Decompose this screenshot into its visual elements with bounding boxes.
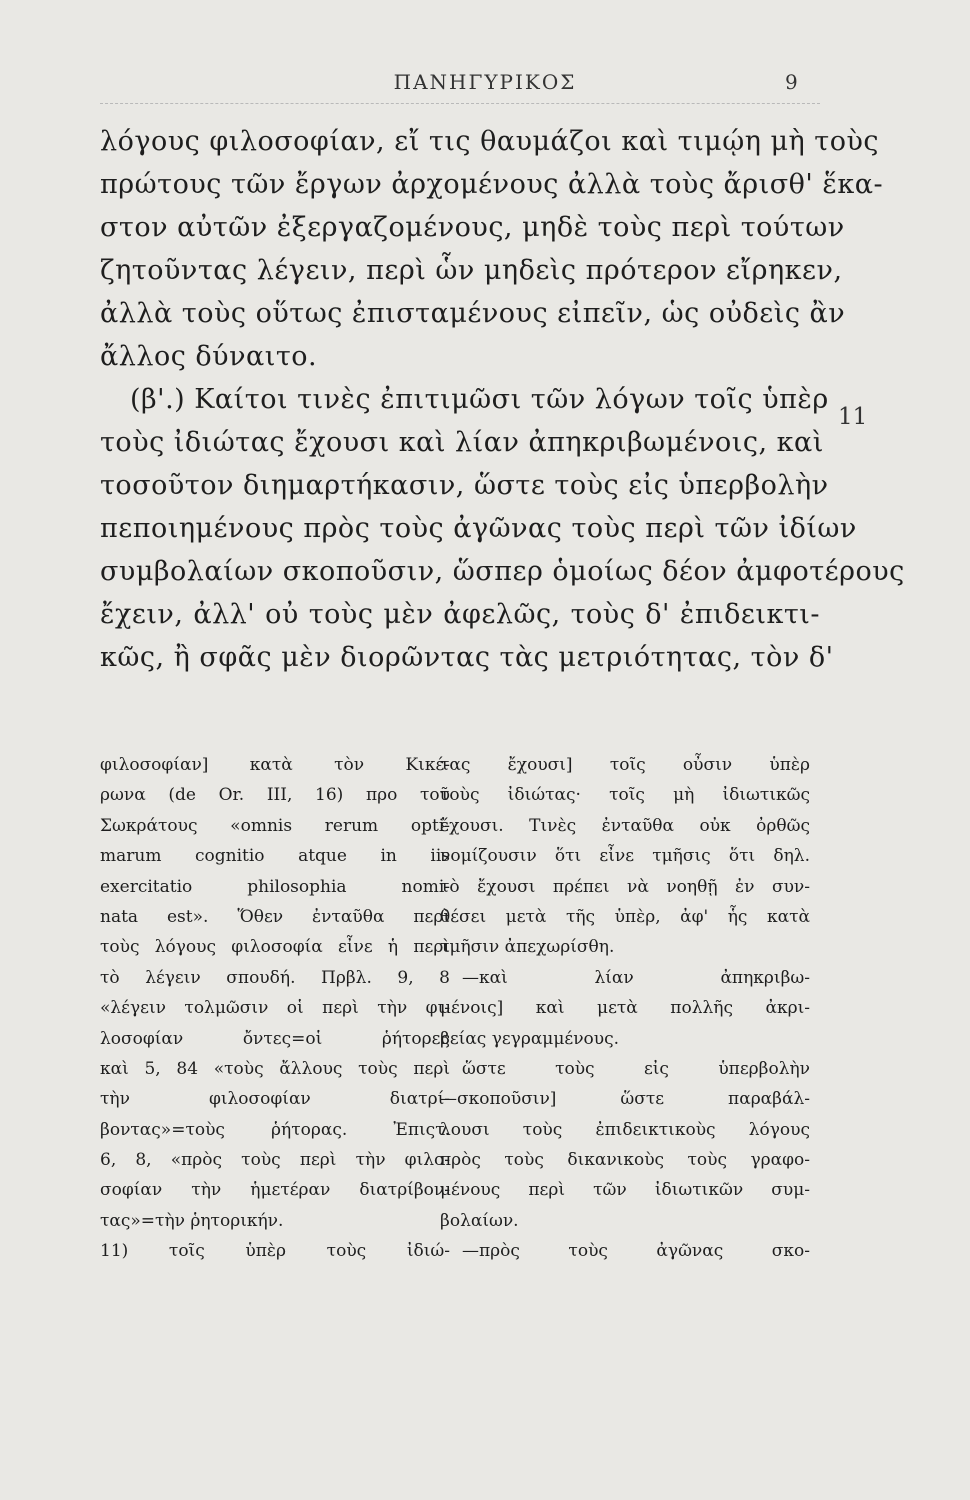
footnote-line: Σωκράτους «omnis rerum opti- — [100, 815, 450, 836]
footnote-line: λουσι τοὺς ἐπιδεικτικοὺς λόγους — [440, 1119, 810, 1140]
main-text-line: ἀλλὰ τοὺς οὕτως ἐπισταμένους εἰπεῖν, ὡς οὐδεὶς ἂν — [100, 298, 846, 329]
footnote-line: exercitatio philosophia nomi- — [100, 876, 450, 897]
main-text-line: τοὺς ἰδιώτας ἔχουσι καὶ λίαν ἀπηκριβωμένοις, καὶ — [100, 427, 824, 458]
footnote-line: πρὸς τοὺς δικανικοὺς τοὺς γραφο- — [440, 1150, 810, 1171]
main-text-line: κῶς, ἢ σφᾶς μὲν διορῶντας τὰς μετριότητας, τὸν δ' — [100, 642, 834, 673]
margin-section-number: 11 — [838, 404, 868, 430]
footnote-line: nata est». Ὅθεν ἐνταῦθα περὶ — [100, 906, 450, 927]
footnote-line: βείας γεγραμμένους. — [440, 1028, 620, 1049]
main-text-line: ἄλλος δύναιτο. — [100, 341, 318, 372]
main-text-line: τοσοῦτον διημαρτήκασιν, ὥστε τοὺς εἰς ὑπερβολὴν — [100, 470, 829, 501]
main-text-line: ζητοῦντας λέγειν, περὶ ὧν μηδεὶς πρότερον εἴρηκεν, — [100, 255, 843, 286]
footnote-line: «λέγειν τολμῶσιν οἱ περὶ τὴν φι- — [100, 998, 450, 1019]
footnote-line: —πρὸς τοὺς ἀγῶνας σκο- — [462, 1241, 810, 1262]
running-header-title: ΠΑΝΗΓΥΡΙΚΟΣ — [393, 70, 577, 94]
footnote-line: βοντας»=τοὺς ῥήτορας. Ἐπιςτ. — [100, 1119, 450, 1140]
main-text-line: συμβολαίων σκοποῦσιν, ὥσπερ ὁμοίως δέον ἀμφοτέρους — [100, 556, 905, 587]
footnote-line: 6, 8, «πρὸς τοὺς περὶ τὴν φιλο- — [100, 1150, 450, 1171]
footnote-line: καὶ 5, 84 «τοὺς ἄλλους τοὺς περὶ — [100, 1058, 450, 1079]
main-text-line: ἔχειν, ἀλλ' οὐ τοὺς μὲν ἀφελῶς, τοὺς δ' ἐπιδεικτι- — [100, 599, 820, 630]
main-text-line: λόγους φιλοσοφίαν, εἴ τις θαυμάζοι καὶ τιμῴη μὴ τοὺς — [100, 126, 880, 157]
footnote-line: τὸ λέγειν σπουδή. Πρβλ. 9, 8 — [100, 967, 450, 988]
main-text-line: (β'.) Καίτοι τινὲς ἐπιτιμῶσι τῶν λόγων τοῖς ὑπὲρ — [130, 384, 829, 415]
main-text-line: στον αὐτῶν ἐξεργαζομένους, μηδὲ τοὺς περὶ τούτων — [100, 212, 845, 243]
footnote-line: μένοις] καὶ μετὰ πολλῆς ἀκρι- — [440, 998, 810, 1019]
footnote-line: τας»=τὴν ῥητορικήν. — [100, 1210, 284, 1231]
footnote-line: marum cognitio atque in iis — [100, 846, 450, 867]
footnote-line: τας ἔχουσι] τοῖς οὖσιν ὑπὲρ — [440, 755, 810, 775]
main-text-line: πεποιημένους πρὸς τοὺς ἀγῶνας τοὺς περὶ τῶν ἰδίων — [100, 513, 857, 544]
footnote-line: θέσει μετὰ τῆς ὑπὲρ, ἀφ' ἧς κατὰ — [440, 906, 810, 927]
footnote-line: μένους περὶ τῶν ἰδιωτικῶν συμ- — [440, 1180, 810, 1201]
page-number: 9 — [785, 70, 798, 94]
footnote-line: τμῆσιν ἀπεχωρίσθη. — [440, 937, 615, 958]
footnote-line: νομίζουσιν ὅτι εἶνε τμῆσις ὅτι δηλ. — [440, 846, 810, 867]
footnote-line: βολαίων. — [440, 1210, 519, 1231]
main-text-line: πρώτους τῶν ἔργων ἀρχομένους ἀλλὰ τοὺς ἄρισθ' ἕκα- — [100, 169, 884, 200]
footnote-line: ἔχουσι. Τινὲς ἐνταῦθα οὐκ ὀρθῶς — [440, 815, 810, 836]
footnote-line: τοὺς λόγους φιλοσοφία εἶνε ἡ περὶ — [100, 937, 450, 958]
footnote-line: τὴν φιλοσοφίαν διατρί- — [100, 1089, 450, 1110]
footnotes-left-column — [100, 750, 450, 1267]
footnote-line: τοὺς ἰδιώτας· τοῖς μὴ ἰδιωτικῶς — [440, 785, 810, 806]
footnote-line: ὥστε τοὺς εἰς ὑπερβολὴν — [462, 1058, 810, 1079]
footnote-line: τὸ ἔχουσι πρέπει νὰ νοηθῇ ἐν συν- — [440, 876, 810, 897]
footnote-line: 11) τοῖς ὑπὲρ τοὺς ἰδιώ- — [100, 1241, 450, 1262]
footnote-line: σοφίαν τὴν ἡμετέραν διατρίβον- — [100, 1180, 450, 1201]
header-rule — [100, 103, 820, 104]
footnote-line: ρωνα (de Or. III, 16) προ τοῦ — [100, 785, 450, 806]
footnote-line: φιλοσοφίαν] κατὰ τὸν Κικέ- — [100, 755, 450, 775]
footnote-line: —σκοποῦσιν] ὥστε παραβάλ- — [440, 1089, 810, 1110]
footnotes-right-column — [440, 750, 810, 1267]
footnote-line: λοσοφίαν ὄντες=οἱ ῥήτορες — [100, 1028, 450, 1049]
footnote-line: —καὶ λίαν ἀπηκριβω- — [462, 967, 810, 988]
